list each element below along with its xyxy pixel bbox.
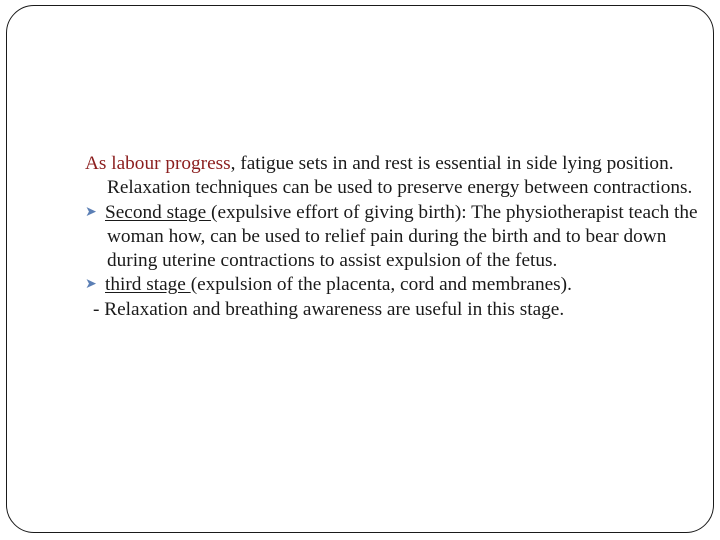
highlighted-phrase: As labour progress	[85, 153, 231, 174]
bullet-second-stage	[85, 201, 705, 274]
slide-body	[85, 152, 705, 322]
paragraph-text: (expulsive effort of giving birth): The physiotherapist teach the woman how, can be used to relief pain during the birth and to bear down during uterine contractions to assist expulsion of the fetus.	[107, 201, 698, 272]
paragraph-text: (expulsion of the placenta, cord and membranes).	[190, 274, 572, 296]
dash-note: - Relaxation and breathing awareness are useful in this stage.	[93, 298, 565, 320]
bullet-third-stage	[85, 273, 705, 297]
bullet-arrow-icon: ➤	[85, 204, 97, 220]
paragraph-labour-progress	[85, 152, 705, 201]
paragraph-text: , fatigue sets in and rest is essential in side lying position. Relaxation techniques can be used to preserve energy between contractions.	[107, 153, 693, 199]
underlined-heading: Second stage	[105, 201, 212, 223]
bullet-arrow-icon: ➤	[85, 277, 97, 293]
underlined-heading: third stage	[105, 274, 191, 296]
slide-frame	[6, 5, 714, 533]
